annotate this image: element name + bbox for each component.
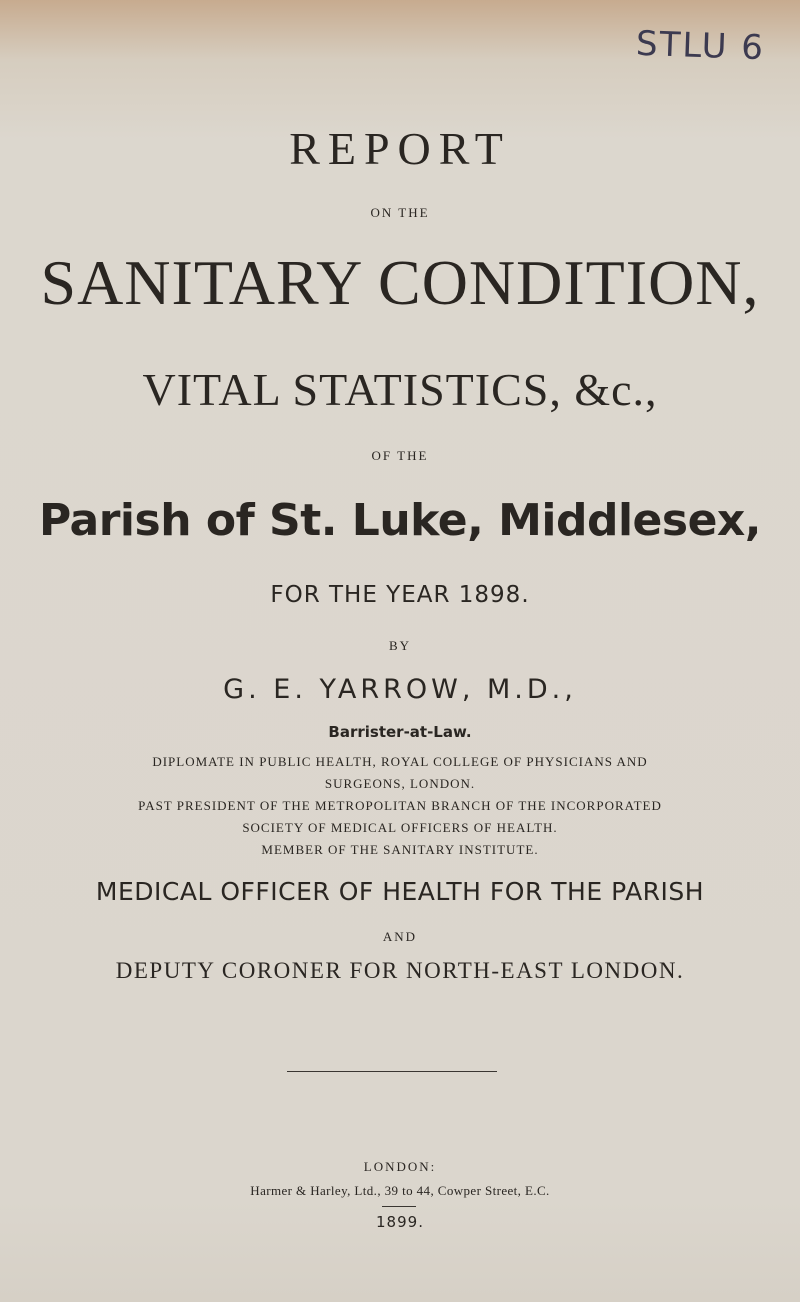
author-name: G. E. YARROW, M.D., — [223, 674, 577, 705]
subject-subheading: VITAL STATISTICS, &c., — [142, 364, 658, 415]
credential-line: SOCIETY OF MEDICAL OFFICERS OF HEALTH. — [242, 820, 558, 835]
office-title: MEDICAL OFFICER OF HEALTH FOR THE PARISH — [95, 877, 705, 906]
credential-line: SURGEONS, LONDON. — [324, 776, 476, 791]
of-the-text: OF THE — [371, 448, 429, 463]
credential-line: MEMBER OF THE SANITARY INSTITUTE. — [261, 842, 539, 857]
short-divider — [382, 1206, 416, 1207]
office-title-2: DEPUTY CORONER FOR NORTH-EAST LONDON. — [115, 958, 685, 983]
and-text: AND — [382, 929, 418, 944]
report-heading: REPORT — [289, 123, 511, 174]
divider — [287, 1071, 497, 1072]
on-the-text: ON THE — [370, 205, 430, 220]
credential-line: PAST PRESIDENT OF THE METROPOLITAN BRANCH OF THE INCORPORATED — [138, 798, 662, 813]
parish-heading: Parish of St. Luke, Middlesex, — [38, 495, 762, 546]
author-qualification: Barrister-at-Law. — [328, 723, 472, 741]
by-text: BY — [388, 638, 412, 653]
imprint-city: LONDON: — [363, 1159, 437, 1174]
report-year: FOR THE YEAR 1898. — [270, 582, 530, 608]
catalog-mark: STLU 6 — [635, 23, 766, 69]
imprint-printer: Harmer & Harley, Ltd., 39 to 44, Cowper Street, E.C. — [250, 1183, 550, 1198]
credential-line: DIPLOMATE IN PUBLIC HEALTH, ROYAL COLLEGE OF PHYSICIANS AND — [152, 754, 648, 769]
imprint-year: 1899. — [376, 1213, 424, 1231]
subject-heading: SANITARY CONDITION, — [40, 247, 760, 318]
